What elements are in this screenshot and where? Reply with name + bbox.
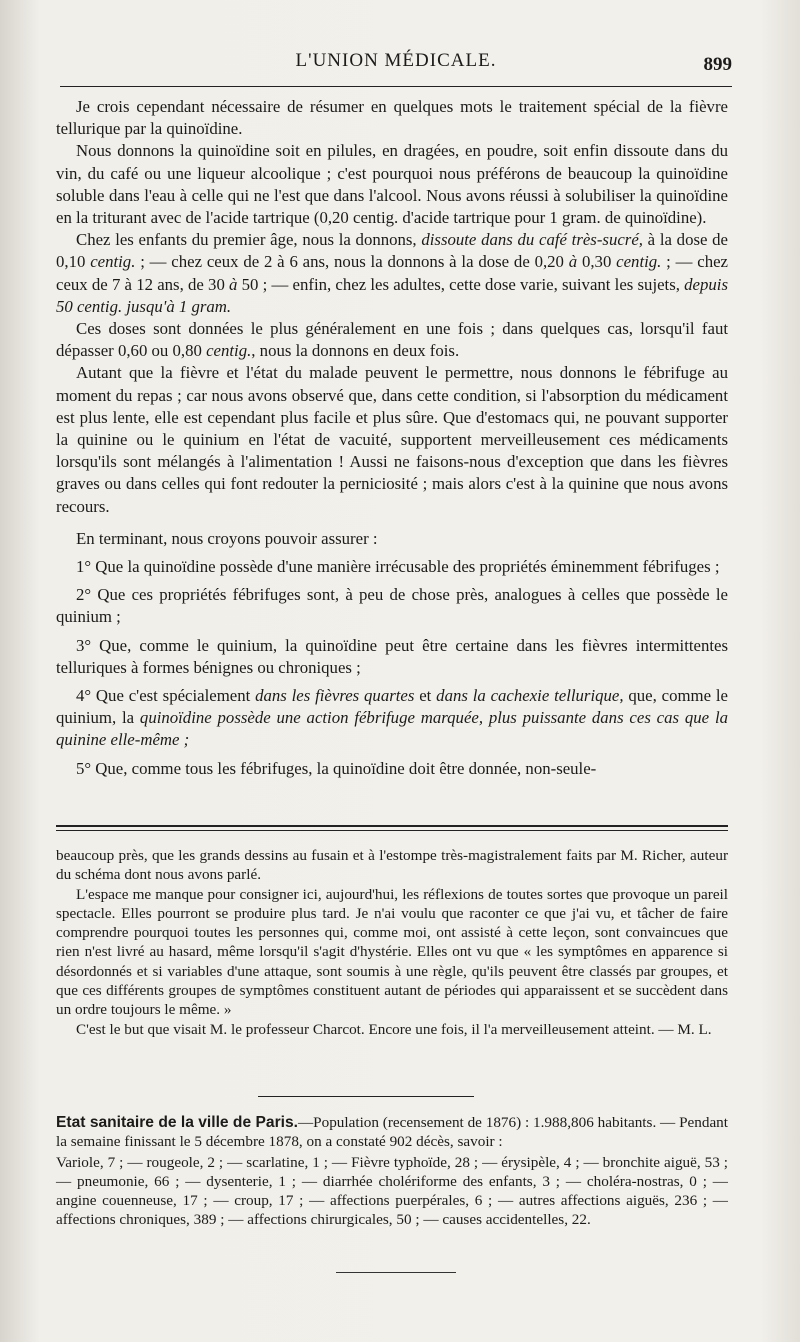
text-span: 50 ; — enfin, chez les adultes, cette dose varie, suivant les sujets, bbox=[237, 274, 685, 294]
header-rule bbox=[60, 86, 732, 87]
main-article bbox=[56, 96, 728, 780]
text-span: , nous la donnons en deux fois. bbox=[251, 341, 460, 361]
divider-line bbox=[56, 825, 728, 827]
conclusion-item: 2° Que ces propriétés fébrifuges sont, à peu de chose près, analogues à celles que possède le quinium ; bbox=[56, 585, 728, 627]
text-span: que, comme le quinium, la bbox=[56, 686, 728, 728]
text-span: Chez les enfants du premier âge, nous la donnons, bbox=[76, 230, 422, 250]
feuilleton-section bbox=[56, 846, 728, 1039]
running-title: L'UNION MÉDICALE. bbox=[295, 50, 497, 71]
text-span: 4° Que c'est spécialement bbox=[76, 686, 256, 706]
paragraph: Je crois cependant nécessaire de résumer en quelques mots le traitement spécial de la fièvre tellurique par la quinoïdine. bbox=[56, 97, 728, 139]
italic-span: depuis 50 centig. jusqu'à 1 gram. bbox=[56, 274, 728, 316]
paragraph bbox=[56, 229, 728, 318]
text-span: à la dose de 0,10 bbox=[56, 230, 728, 272]
section-divider bbox=[56, 825, 728, 831]
bulletin-stats: Variole, 7 ; — rougeole, 2 ; — scarlatine, 1 ; — Fièvre typhoïde, 28 ; — érysipèle, 4 ; — bronchite aiguë, 53 ; — pneumonie, 66 ; — dysenterie, 1 ; — diarrhée cholériforme des enfants, 3 ; — choléra-nostras, 0 ; — angine couenneuse, 17 ; — croup, 17 ; — affections puerpérales, 6 ; — autres affections aiguës, 236 ; — affections chroniques, 389 ; — affections chirurgicales, 50 ; — causes accidentelles, 22. bbox=[56, 1154, 728, 1229]
health-bulletin bbox=[56, 1113, 728, 1230]
conclusion-item bbox=[56, 685, 728, 752]
bottom-rule bbox=[336, 1272, 456, 1273]
bulletin-title: Etat sanitaire de la ville de Paris. bbox=[56, 1114, 298, 1131]
text-span: et bbox=[414, 686, 437, 706]
paragraph: C'est le but que visait M. le professeur Charcot. Encore une fois, il l'a merveilleusement atteint. — M. L. bbox=[76, 1020, 712, 1038]
paragraph bbox=[56, 318, 728, 362]
paragraph: beaucoup près, que les grands dessins au fusain et à l'estompe très-magistralement faits par M. Richer, auteur du schéma dont nous avons parlé. bbox=[56, 847, 728, 884]
italic-span: quinoïdine possède une action fébrifuge marquée, plus puissante dans ces cas que la quinine elle-même ; bbox=[56, 708, 728, 750]
italic-span: centig. bbox=[616, 252, 662, 272]
italic-span: centig. bbox=[90, 252, 136, 272]
page-number: 899 bbox=[703, 54, 732, 75]
italic-span: dans la cachexie tellurique, bbox=[436, 686, 624, 706]
paragraph: En terminant, nous croyons pouvoir assurer : bbox=[76, 528, 378, 548]
bulletin-intro bbox=[56, 1113, 728, 1151]
conclusion-item: 5° Que, comme tous les fébrifuges, la quinoïdine doit être donnée, non-seule- bbox=[76, 758, 597, 778]
page-header bbox=[60, 44, 732, 84]
text-span: 0,30 bbox=[577, 252, 617, 272]
conclusion-item: 1° Que la quinoïdine possède d'une manière irrécusable des propriétés éminemment fébrifuges ; bbox=[76, 557, 720, 577]
text-span: Ces doses sont données le plus généralement en une fois ; dans quelques cas, lorsqu'il faut dépasser 0,60 ou 0,80 bbox=[56, 319, 728, 361]
paragraph: L'espace me manque pour consigner ici, aujourd'hui, les réflexions de toutes sortes que provoque un pareil spectacle. Elles pourront se produire plus tard. Je n'ai voulu que raconter ce que j'ai vu, et tâcher de faire comprendre pourquoi toutes les personnes qui, comme moi, ont assisté à cette leçon, sont convaincues que rien n'est livré au hasard, même lorsqu'il s'agit d'hystérie. Elles ont vu que « les symptômes en apparence si désordonnés et si variables d'une attaque, sont soumis à une règle, qu'ils peuvent être classés par groupes, et que ces différents groupes de symptômes constituent autant de périodes qui apparaissent et se succèdent dans un ordre toujours le même. » bbox=[56, 885, 728, 1019]
italic-span: dans les fièvres quartes bbox=[255, 686, 415, 706]
conclusion-item: 3° Que, comme le quinium, la quinoïdine peut être certaine dans les fièvres intermittentes telluriques à formes bénignes ou chroniques ; bbox=[56, 635, 728, 677]
bulletin-intro-text: —Population (recensement de 1876) : 1.988,806 habitants. — Pendant la semaine finissant le 5 décembre 1878, on a constaté 902 décès, savoir : bbox=[56, 1114, 729, 1151]
text-span: ; — chez ceux de 2 à 6 ans, nous la donnons à la dose de 0,20 bbox=[135, 252, 569, 272]
italic-span: centig. bbox=[206, 341, 252, 361]
paragraph: Autant que la fièvre et l'état du malade peuvent le permettre, nous donnons le fébrifuge au moment du repas ; car nous avons observé que, dans cette condition, si l'absorption du médicament est plus lente, elle est cependant plus facile et plus sûre. Que d'estomacs qui, ne pouvant supporter la quinine ou le quinium en l'état de vacuité, supportent merveilleusement ces médicaments lorsqu'ils sont mélangés à l'alimentation ! Aussi ne faisons-nous d'exception que dans les fièvres graves ou dans celles qui font redouter la perniciosité ; mais alors c'est à la quinine que nous avons recours. bbox=[56, 363, 728, 516]
italic-span: à bbox=[568, 252, 578, 272]
italic-span: dissoute dans du café très-sucré, bbox=[421, 230, 643, 250]
italic-span: à bbox=[229, 274, 238, 294]
paragraph: Nous donnons la quinoïdine soit en pilules, en dragées, en poudre, soit enfin dissoute dans du vin, du café ou une liqueur alcoolique ; c'est pourquoi nous préférons de beaucoup la quinoïdine soluble dans l'eau à celle qui ne l'est que dans l'alcool. Nous avons réussi à solubiliser la quinoïdine en la triturant avec de l'acide tartrique (0,20 centig. d'acide tartrique pour 1 gram. de quinoïdine). bbox=[56, 141, 728, 228]
divider-line bbox=[56, 830, 728, 831]
separator-rule bbox=[258, 1096, 474, 1097]
text-span: ; — chez ceux de 7 à 12 ans, de 30 bbox=[56, 252, 728, 294]
